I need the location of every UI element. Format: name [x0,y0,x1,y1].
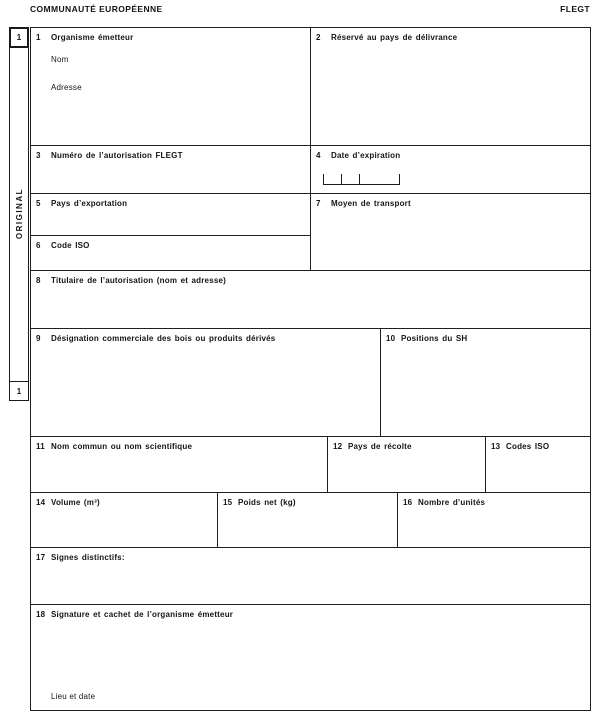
form-grid [30,27,591,711]
field-number: 5 [36,199,41,208]
field-11-common-scientific-name [30,436,328,493]
field-12-country-of-harvest [327,436,486,493]
field-8-licence-holder [30,270,591,329]
field-number: 8 [36,276,41,285]
date-tick [359,174,360,184]
date-tick [399,174,400,184]
copy-number-box-top [9,27,29,48]
field-number: 6 [36,241,41,250]
community-title: COMMUNAUTÉ EUROPÉENNE [30,4,163,14]
field-label: Signature et cachet de l’organisme émetteur [51,610,234,619]
field-label: Moyen de transport [331,199,411,208]
field-number: 1 [36,33,41,42]
field-9-commercial-description [30,328,381,437]
address-sublabel: Adresse [51,83,82,92]
copy-number-top: 1 [16,33,22,42]
field-number: 2 [316,33,321,42]
field-label: Nom commun ou nom scientifique [51,442,193,451]
field-label: Nombre d’unités [418,498,486,507]
field-number: 12 [333,442,343,451]
field-5-country-of-export [30,193,311,236]
field-1-issuing-authority [30,27,311,146]
field-number: 13 [491,442,501,451]
field-7-means-of-transport [310,193,591,271]
field-15-net-weight [217,492,398,548]
field-number: 16 [403,498,413,507]
field-label: Réservé au pays de délivrance [331,33,458,42]
copy-type-strip [9,47,29,382]
date-tick [323,174,324,184]
scheme-title: FLEGT [560,4,590,14]
field-label: Code ISO [51,241,90,250]
copy-number-box-bottom [9,381,29,401]
field-label: Codes ISO [506,442,550,451]
field-6-iso-code [30,235,311,271]
field-number: 17 [36,553,46,562]
field-number: 4 [316,151,321,160]
place-and-date-sublabel: Lieu et date [51,692,96,701]
field-number: 9 [36,334,41,343]
field-10-hs-headings [380,328,591,437]
field-number: 7 [316,199,321,208]
field-number: 11 [36,442,45,451]
field-label: Volume (m³) [51,498,100,507]
field-13-iso-codes [485,436,591,493]
field-2-reserved-issuing-country [310,27,591,146]
field-3-licence-number [30,145,311,194]
field-label: Pays de récolte [348,442,412,451]
field-17-distinguishing-marks [30,547,591,605]
copy-number-bottom: 1 [16,386,22,396]
field-number: 10 [386,334,396,343]
field-14-volume [30,492,218,548]
date-tick [341,174,342,184]
field-label: Date d’expiration [331,151,401,160]
field-label: Pays d’exportation [51,199,128,208]
field-label: Signes distinctifs: [51,553,125,562]
copy-type-label: ORIGINAL [14,188,24,240]
field-16-number-of-units [397,492,591,548]
field-label: Poids net (kg) [238,498,296,507]
field-number: 14 [36,498,46,507]
field-label: Numéro de l’autorisation FLEGT [51,151,183,160]
field-18-signature-stamp [30,604,591,711]
field-number: 15 [223,498,233,507]
name-sublabel: Nom [51,55,69,64]
field-4-expiry-date [310,145,591,194]
field-label: Désignation commerciale des bois ou produits dérivés [51,334,276,343]
field-label: Positions du SH [401,334,468,343]
field-number: 18 [36,610,46,619]
field-label: Titulaire de l’autorisation (nom et adresse) [51,276,227,285]
date-entry-boxes [323,174,400,185]
field-label: Organisme émetteur [51,33,134,42]
field-number: 3 [36,151,41,160]
